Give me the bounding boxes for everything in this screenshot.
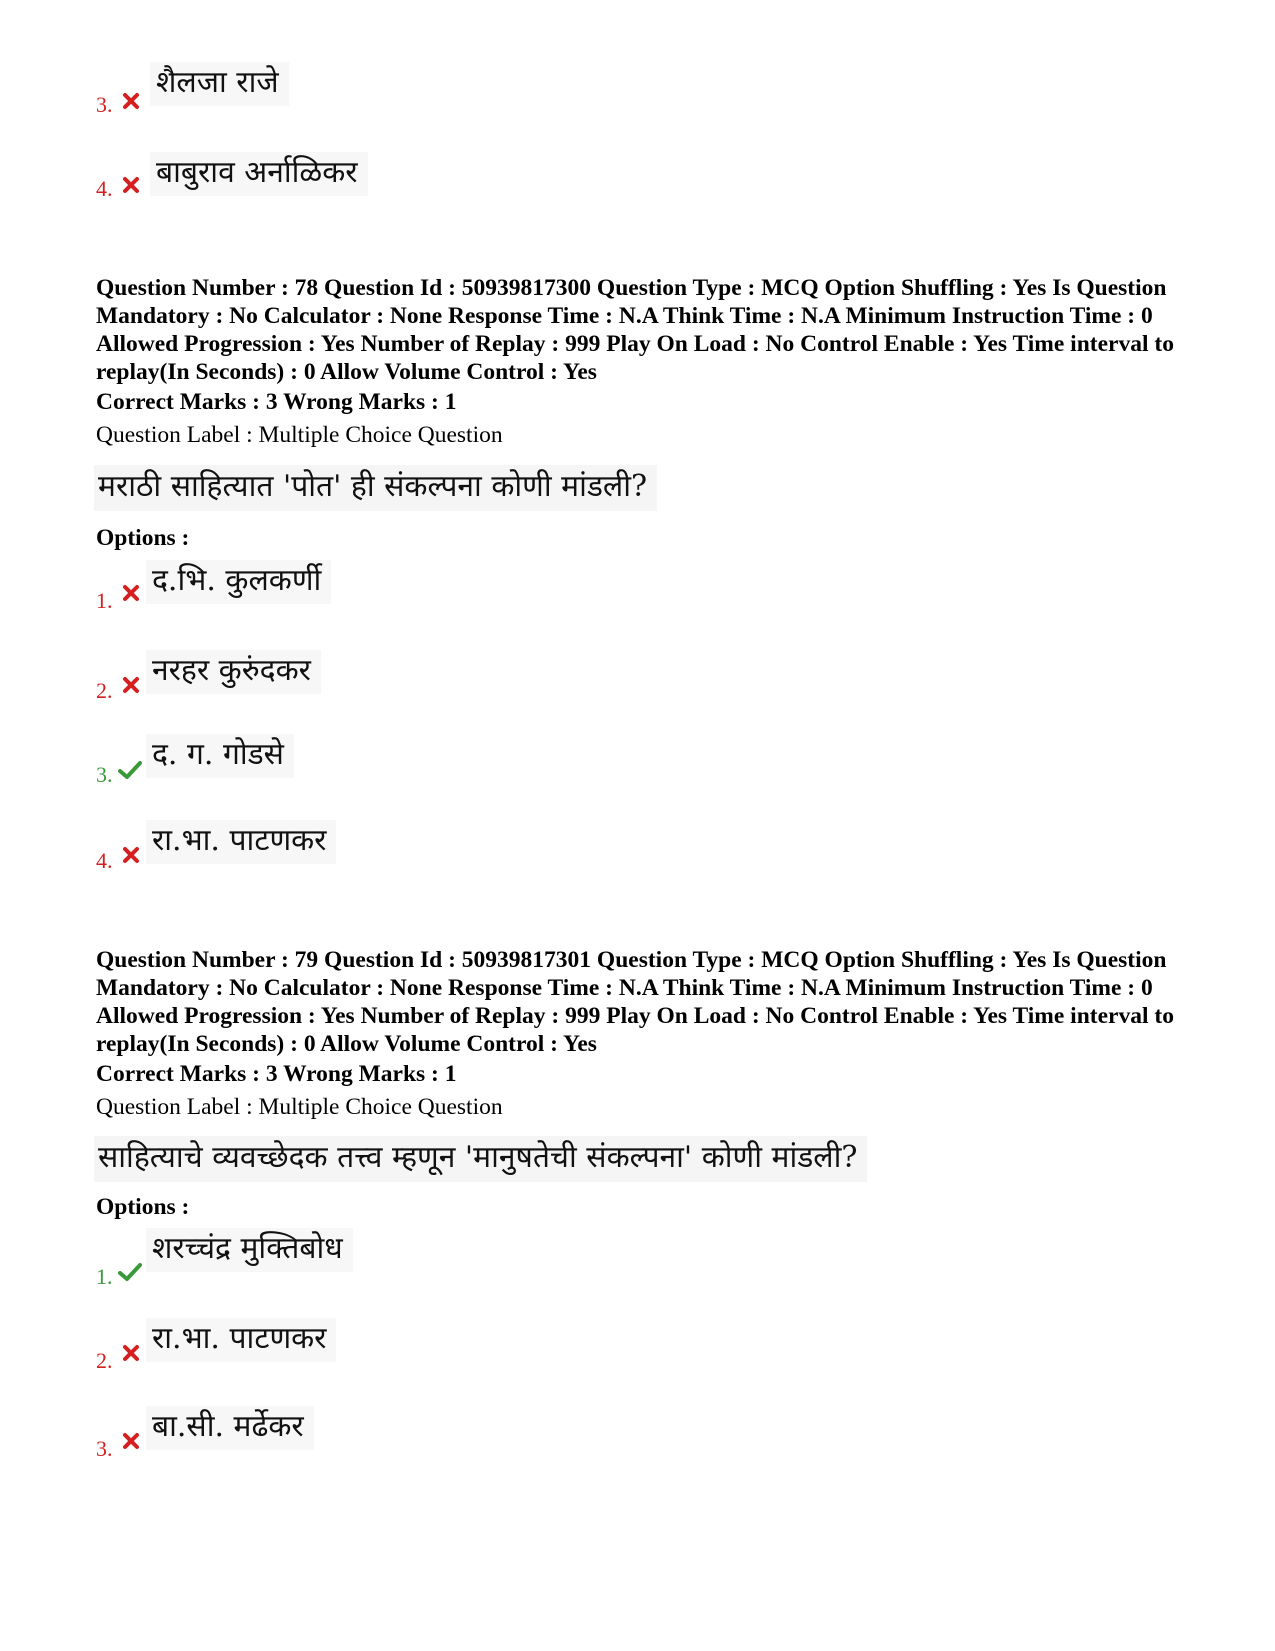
question-meta: Question Number : 79 Question Id : 50939817301 Question Type : MCQ Option Shuffling : Yes Is Question Mandatory : No Calculator : None Response Time : N.A Think Time : N.A Minimum Instruction Time : 0 Allowed Progression : Yes Number of Replay : 999 Play On Load : No Control Enable : Yes Time interval to replay(In Seconds) : 0 Allow Volume Control : Yes (96, 947, 1174, 1057)
option-text-image: द. ग. गोडसे (146, 734, 294, 778)
option-number: 2. (96, 678, 113, 703)
option-number: 3. (96, 1436, 113, 1461)
wrong-cross-icon (122, 92, 140, 110)
correct-check-icon (118, 760, 142, 780)
wrong-cross-icon (122, 1432, 140, 1450)
question-meta: Question Number : 78 Question Id : 50939817300 Question Type : MCQ Option Shuffling : Yes Is Question Mandatory : No Calculator : None Response Time : N.A Think Time : N.A Minimum Instruction Time : 0 Allowed Progression : Yes Number of Replay : 999 Play On Load : No Control Enable : Yes Time interval to replay(In Seconds) : 0 Allow Volume Control : Yes (96, 275, 1174, 385)
question-marks: Correct Marks : 3 Wrong Marks : 1 (96, 389, 457, 415)
wrong-cross-icon (122, 176, 140, 194)
option-number: 1. (96, 1264, 113, 1289)
question-text-image: मराठी साहित्यात 'पोत' ही संकल्पना कोणी मांडली? (94, 465, 657, 511)
wrong-cross-icon (122, 846, 140, 864)
wrong-cross-icon (122, 584, 140, 602)
option-text-image: बाबुराव अर्नाळिकर (150, 152, 368, 196)
option-text-image: रा.भा. पाटणकर (146, 1318, 336, 1362)
wrong-cross-icon (122, 1344, 140, 1362)
option-number: 3. (96, 92, 113, 117)
option-text-image: शैलजा राजे (150, 62, 289, 106)
option-text-image: द.भि. कुलकर्णी (146, 560, 331, 604)
option-number: 2. (96, 1348, 113, 1373)
options-heading: Options : (96, 1194, 190, 1220)
option-number: 4. (96, 848, 113, 873)
correct-check-icon (118, 1262, 142, 1282)
question-label: Question Label : Multiple Choice Question (96, 422, 503, 448)
option-text-image: शरच्चंद्र मुक्तिबोध (146, 1228, 353, 1272)
option-text-image: नरहर कुरुंदकर (146, 650, 321, 694)
option-text-image: बा.सी. मर्ढेकर (146, 1406, 314, 1450)
options-heading: Options : (96, 525, 190, 551)
option-number: 3. (96, 762, 113, 787)
question-marks: Correct Marks : 3 Wrong Marks : 1 (96, 1061, 457, 1087)
question-text-image: साहित्याचे व्यवच्छेदक तत्त्व म्हणून 'मानुषतेची संकल्पना' कोणी मांडली? (94, 1136, 867, 1182)
question-label: Question Label : Multiple Choice Question (96, 1094, 503, 1120)
wrong-cross-icon (122, 676, 140, 694)
option-number: 1. (96, 588, 113, 613)
option-text-image: रा.भा. पाटणकर (146, 820, 336, 864)
option-number: 4. (96, 176, 113, 201)
